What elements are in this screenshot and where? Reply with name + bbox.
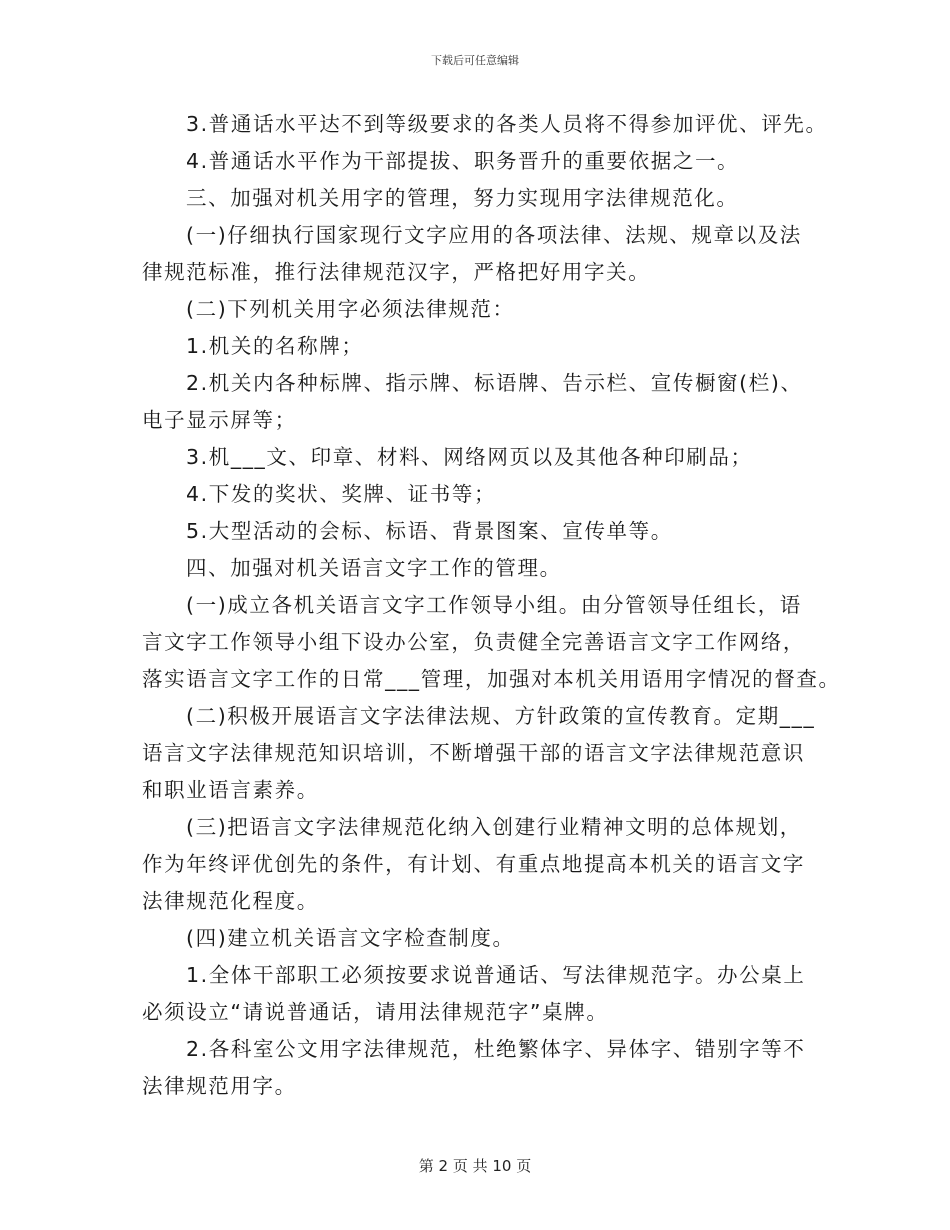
text-line: 2.各科室公文用字法律规范，杜绝繁体字、异体字、错别字等不	[186, 1037, 806, 1061]
text-line: 三、加强对机关用字的管理，努力实现用字法律规范化。	[186, 186, 739, 210]
text-line: (三)把语言文字法律规范化纳入创建行业精神文明的总体规划，	[186, 815, 802, 839]
text-line: 3.普通话水平达不到等级要求的各类人员将不得参加评优、评先。	[186, 112, 828, 136]
text-line: (四)建立机关语言文字检查制度。	[186, 926, 515, 950]
text-line: (二)积极开展语言文字法律法规、方针政策的宣传教育。定期___	[186, 704, 816, 728]
page-header: 下载后可任意编辑	[431, 54, 519, 67]
text-line: 作为年终评优创先的条件，有计划、有重点地提高本机关的语言文字	[142, 852, 805, 876]
text-line: 必须设立“请说普通话，请用法律规范字”桌牌。	[142, 1000, 609, 1024]
text-line: (二)下列机关用字必须法律规范：	[186, 297, 515, 321]
text-line: 落实语言文字工作的日常___管理，加强对本机关用语用字情况的督查。	[142, 667, 841, 691]
text-line: 4.普通话水平作为干部提拔、职务晋升的重要依据之一。	[186, 149, 740, 173]
text-line: 5.大型活动的会标、标语、背景图案、宣传单等。	[186, 519, 673, 543]
document-body	[142, 106, 841, 1105]
text-line: 2.机关内各种标牌、指示牌、标语牌、告示栏、宣传橱窗(栏)、	[186, 371, 803, 395]
text-line: 3.机___文、印章、材料、网络网页以及其他各种印刷品；	[186, 445, 753, 469]
text-line: 四、加强对机关语言文字工作的管理。	[186, 556, 562, 580]
text-line: 4.下发的奖状、奖牌、证书等；	[186, 482, 497, 506]
text-line: 律规范标准，推行法律规范汉字，严格把好用字关。	[142, 260, 651, 284]
text-line: (一)成立各机关语言文字工作领导小组。由分管领导任组长，语	[186, 593, 802, 617]
text-line: 1.机关的名称牌；	[186, 334, 364, 358]
page-number: 第 2 页 共 10 页	[418, 1157, 532, 1175]
text-line: 电子显示屏等；	[142, 408, 297, 432]
text-line: 语言文字法律规范知识培训，不断增强干部的语言文字法律规范意识	[142, 741, 805, 765]
text-line: 法律规范用字。	[142, 1074, 297, 1098]
text-line: (一)仔细执行国家现行文字应用的各项法律、法规、规章以及法	[186, 223, 802, 247]
text-line: 言文字工作领导小组下设办公室，负责健全完善语言文字工作网络，	[142, 630, 805, 654]
text-line: 1.全体干部职工必须按要求说普通话、写法律规范字。办公桌上	[186, 963, 806, 987]
text-line: 和职业语言素养。	[142, 778, 319, 802]
text-line: 法律规范化程度。	[142, 889, 319, 913]
